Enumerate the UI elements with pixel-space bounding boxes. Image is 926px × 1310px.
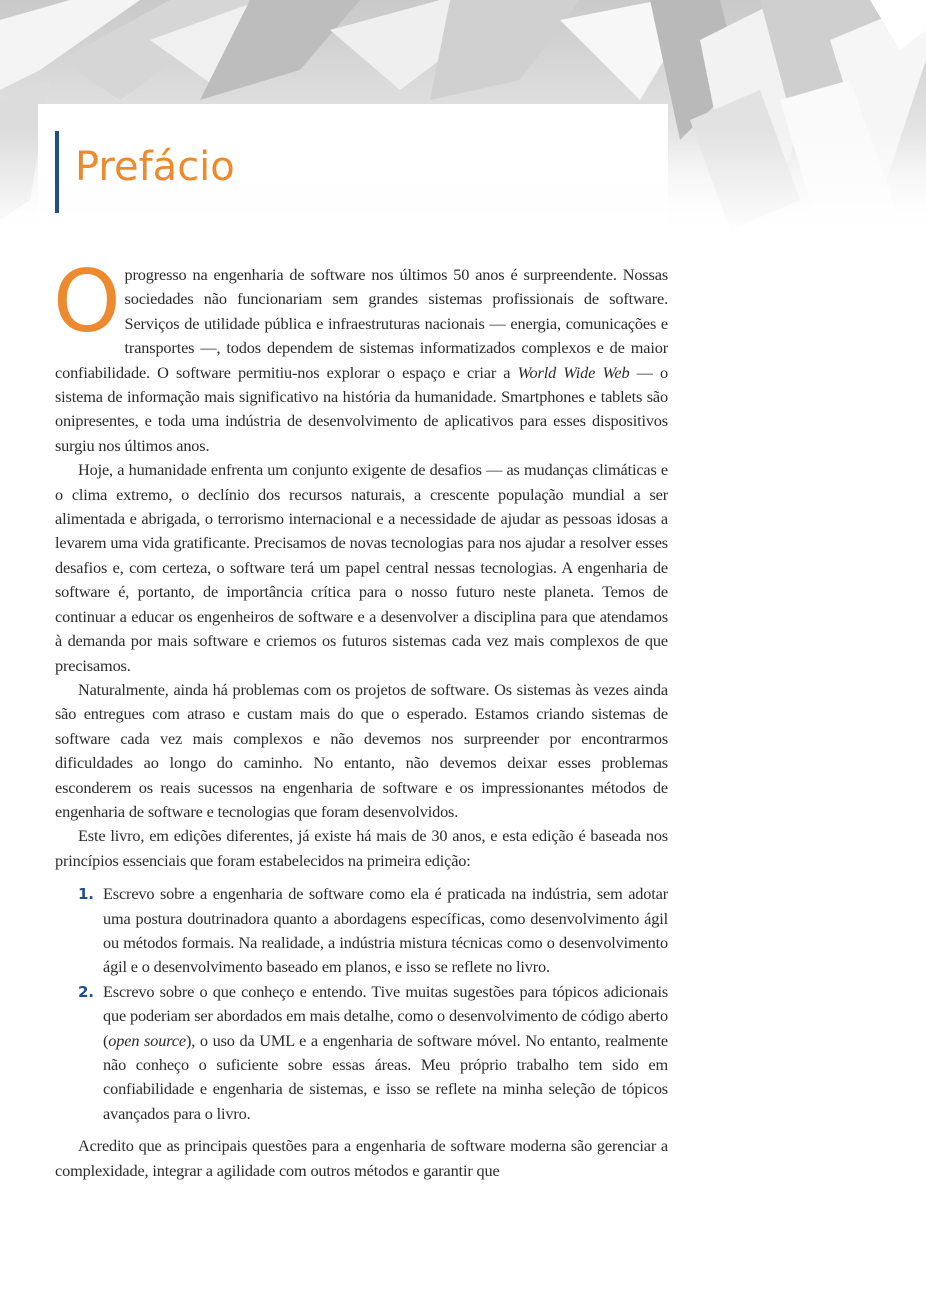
intro-italic-term: World Wide Web bbox=[517, 362, 630, 382]
paragraph-editions: Este livro, em edições diferentes, já existe há mais de 30 anos, e esta edição é baseada nos princípios essenciais que foram estabelecidos na primeira edição: bbox=[55, 826, 668, 870]
preface-body bbox=[53, 252, 668, 1183]
principles-list bbox=[55, 882, 668, 1126]
list-item-text-continued: ), o uso da UML e a engenharia de software móvel. No entanto, realmente não conheço o suficiente sobre essas áreas. Meu próprio trabalho tem sido em confiabilidade e engenharia de sistemas, e isso se reflete na minha seleção de tópicos avançados para o livro. bbox=[103, 1030, 668, 1123]
list-number: 2. bbox=[78, 982, 94, 1001]
paragraph-closing: Acredito que as principais questões para a engenharia de software moderna são gerenciar a complexidade, integrar a agilidade com outros métodos e garantir que bbox=[55, 1136, 668, 1180]
intro-text-continued: — o sistema de informação mais significativo na história da humanidade. Smartphones e tablets são onipresentes, e toda uma indústria de desenvolvimento de aplicativos para esses dispositivos surgiu nos últimos anos. bbox=[55, 362, 668, 455]
list-number: 1. bbox=[78, 885, 94, 904]
list-item-text: Escrevo sobre o que conheço e entendo. Tive muitas sugestões para tópicos adicionais que poderiam ser abordados em mais detalhe, como o desenvolvimento de código aberto ( bbox=[103, 981, 668, 1050]
list-item-italic-term: open source bbox=[108, 1030, 186, 1050]
list-item bbox=[78, 882, 668, 980]
list-item-text: Escrevo sobre a engenharia de software como ela é praticada na indústria, sem adotar uma postura doutrinadora quanto a abordagens específicas, como desenvolvimento ágil ou métodos formais. Na realidade, a indústria mistura técnicas como o desenvolvimento ágil e o desenvolvimento baseado em planos, e isso se reflete no livro. bbox=[103, 884, 668, 977]
list-item bbox=[78, 980, 668, 1126]
paragraph-challenges: Hoje, a humanidade enfrenta um conjunto exigente de desafios — as mudanças climáticas e o clima extremo, o declínio dos recursos naturais, a crescente população mundial a ser alimentada e abrigada, o terrorismo internacional e a necessidade de ajudar as pessoas idosas a levarem uma vida gratificante. Precisamos de novas tecnologias para nos ajudar a resolver esses desafios e, com certeza, o software terá um papel central nessas tecnologias. A engenharia de software é, portanto, de importância crítica para o nosso futuro neste planeta. Temos de continuar a educar os engenheiros de software e a desenvolver a disciplina para que atendamos à demanda por mais software e criemos os futuros sistemas cada vez mais complexos de que precisamos. bbox=[55, 460, 668, 675]
paragraph-problems: Naturalmente, ainda há problemas com os projetos de software. Os sistemas às vezes ainda são entregues com atraso e custam mais do que o esperado. Estamos criando sistemas de software cada vez mais complexos e não devemos nos surpreender por encontrarmos dificuldades ao longo do caminho. No entanto, não devemos deixar esses problemas esconderem os reais sucessos na engenharia de software e os impressionantes métodos de engenharia de software e tecnologias que foram desenvolvidos. bbox=[55, 679, 668, 821]
page-title: Prefácio bbox=[75, 144, 235, 190]
title-accent-bar bbox=[55, 131, 59, 213]
intro-paragraph bbox=[53, 252, 668, 458]
drop-cap-letter: O bbox=[53, 252, 121, 352]
intro-text: progresso na engenharia de software nos últimos 50 anos é surpreendente. Nossas sociedades não funcionariam sem grandes sistemas profissionais de software. Serviços de utilidade pública e infraestruturas nacionais — energia, comunicações e transportes —, todos dependem de sistemas informatizados complexos e de maior confiabilidade. O software permitiu-nos explorar o espaço e criar a bbox=[55, 265, 668, 382]
